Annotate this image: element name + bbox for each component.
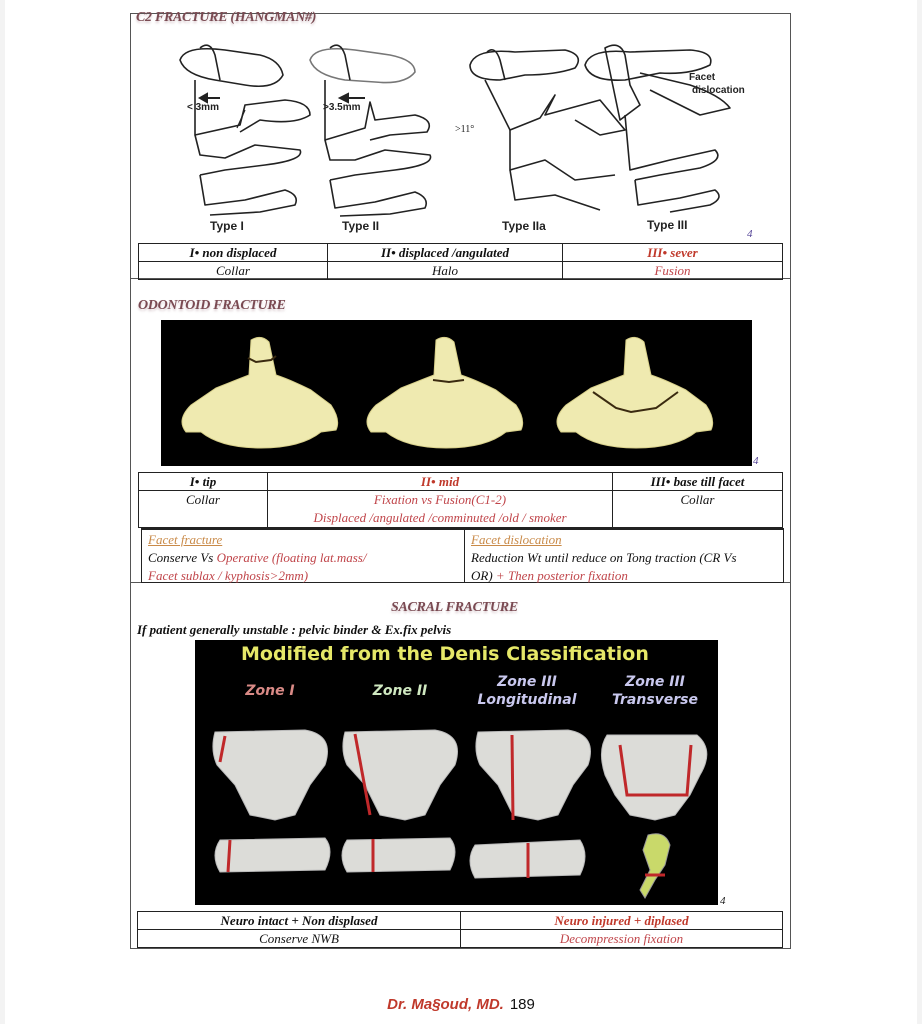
zone-1-label: Zone I <box>245 683 295 699</box>
table-cell: I• non displaced <box>139 244 328 262</box>
zone-3-longitudinal-label: Zone III Longitudinal <box>477 674 577 708</box>
sacrum-zone2-front <box>343 730 458 820</box>
table-cell: Neuro injured + diplased <box>461 912 783 930</box>
table-row <box>139 473 783 491</box>
table-cell: Fusion <box>563 262 783 280</box>
type2a-angle-annotation: >11° <box>455 124 475 135</box>
sacrum-zone3-long-front <box>476 730 591 820</box>
table-cell: I• tip <box>139 473 268 491</box>
table-row <box>139 491 783 528</box>
table-cell: Collar <box>139 491 268 528</box>
type2a-vertebra-drawing <box>470 50 625 210</box>
facet-fracture-cell <box>142 530 465 582</box>
facet-table <box>141 528 784 583</box>
type2-displacement-annotation: >3.5mm <box>323 102 361 113</box>
facet-dislocation-heading: Facet dislocation <box>471 532 562 547</box>
reference-marker: 4 <box>720 895 726 907</box>
odontoid-vertebrae-illustration <box>161 320 752 466</box>
sacrum-zone2-top <box>342 838 455 872</box>
odontoid-type2-treatment: Fixation vs Fusion(C1-2) <box>373 492 507 507</box>
page-footer <box>5 996 917 1013</box>
type1-displacement-annotation: < 3mm <box>187 102 219 113</box>
sacral-section-title: SACRAL FRACTURE <box>391 600 518 615</box>
table-cell: Collar <box>613 491 783 528</box>
facet-fracture-conserve: Conserve Vs <box>148 550 217 565</box>
odontoid-type2-indications: Displaced /angulated /comminuted /old / smoker <box>313 510 567 525</box>
zone-3-transverse-label: Zone III Transverse <box>611 674 699 708</box>
reference-marker: 4 <box>753 455 759 467</box>
type2-vertebra-drawing <box>310 45 431 216</box>
table-cell: II• mid <box>268 473 613 491</box>
table-cell: Decompression fixation <box>461 930 783 948</box>
odontoid-type1-vertebra <box>182 337 338 448</box>
table-cell: Collar <box>139 262 328 280</box>
odontoid-type3-vertebra <box>557 337 713 448</box>
type1-vertebra-drawing <box>180 45 310 215</box>
facet-fracture-operative: Operative (floating lat.mass/ <box>216 550 367 565</box>
type2-label: Type II <box>342 219 380 233</box>
sacral-unstable-note: If patient generally unstable : pelvic binder & Ex.fix pelvis <box>137 622 452 637</box>
facet-fracture-indications: Facet sublax / kyphosis>2mm) <box>148 568 309 583</box>
facet-dislocation-reduction: Reduction Wt until reduce on Tong traction (CR Vs <box>471 550 737 565</box>
facet-fracture-heading: Facet fracture <box>148 532 223 547</box>
hangman-table <box>138 243 783 280</box>
hangman-diagram <box>165 40 765 220</box>
sacral-table <box>137 911 783 948</box>
table-row <box>138 912 783 930</box>
type3-label: Type III <box>647 218 688 232</box>
sacrum-zone1-front <box>213 730 328 820</box>
reference-marker: 4 <box>747 228 753 240</box>
document-page <box>5 0 917 1024</box>
type3-facet-annotation: Facet <box>689 72 716 83</box>
odontoid-section-title: ODONTOID FRACTURE <box>138 298 286 313</box>
type3-dislocation-annotation: dislocation <box>692 85 745 96</box>
arrow-icon <box>200 94 207 102</box>
table-row <box>139 262 783 280</box>
type2a-label: Type IIa <box>502 219 546 233</box>
odontoid-type2-vertebra <box>367 337 523 448</box>
arrow-icon <box>340 94 348 102</box>
sacrum-zone3-trans-lateral <box>640 834 670 898</box>
facet-dislocation-cell <box>465 530 783 582</box>
type3-vertebra-drawing <box>585 45 730 212</box>
table-cell: III• sever <box>563 244 783 262</box>
footer-author: Dr. Ma§oud, MD. <box>387 996 504 1013</box>
hangman-section-title: C2 FRACTURE (HANGMAN#) <box>136 10 317 25</box>
table-cell: Halo <box>328 262 563 280</box>
table-cell: III• base till facet <box>613 473 783 491</box>
fracture-line-zone1-top <box>228 840 230 872</box>
denis-classification-image <box>195 640 718 905</box>
odontoid-image <box>161 320 752 466</box>
sacrum-illustrations <box>195 720 718 905</box>
facet-dislocation-or: OR) <box>471 568 493 583</box>
odontoid-table <box>138 472 783 528</box>
zone-2-label: Zone II <box>372 683 428 699</box>
type1-label: Type I <box>210 219 244 233</box>
fracture-line-zone3-long <box>512 735 513 820</box>
table-row <box>138 930 783 948</box>
table-cell: Neuro intact + Non displased <box>138 912 461 930</box>
denis-image-title: Modified from the Denis Classification <box>241 643 649 665</box>
table-cell <box>268 491 613 528</box>
table-cell: II• displaced /angulated <box>328 244 563 262</box>
page-number: 189 <box>509 996 535 1013</box>
table-row <box>139 244 783 262</box>
facet-dislocation-fixation: + Then posterior fixation <box>492 568 628 583</box>
sacrum-zone1-top <box>215 838 330 872</box>
table-cell: Conserve NWB <box>138 930 461 948</box>
